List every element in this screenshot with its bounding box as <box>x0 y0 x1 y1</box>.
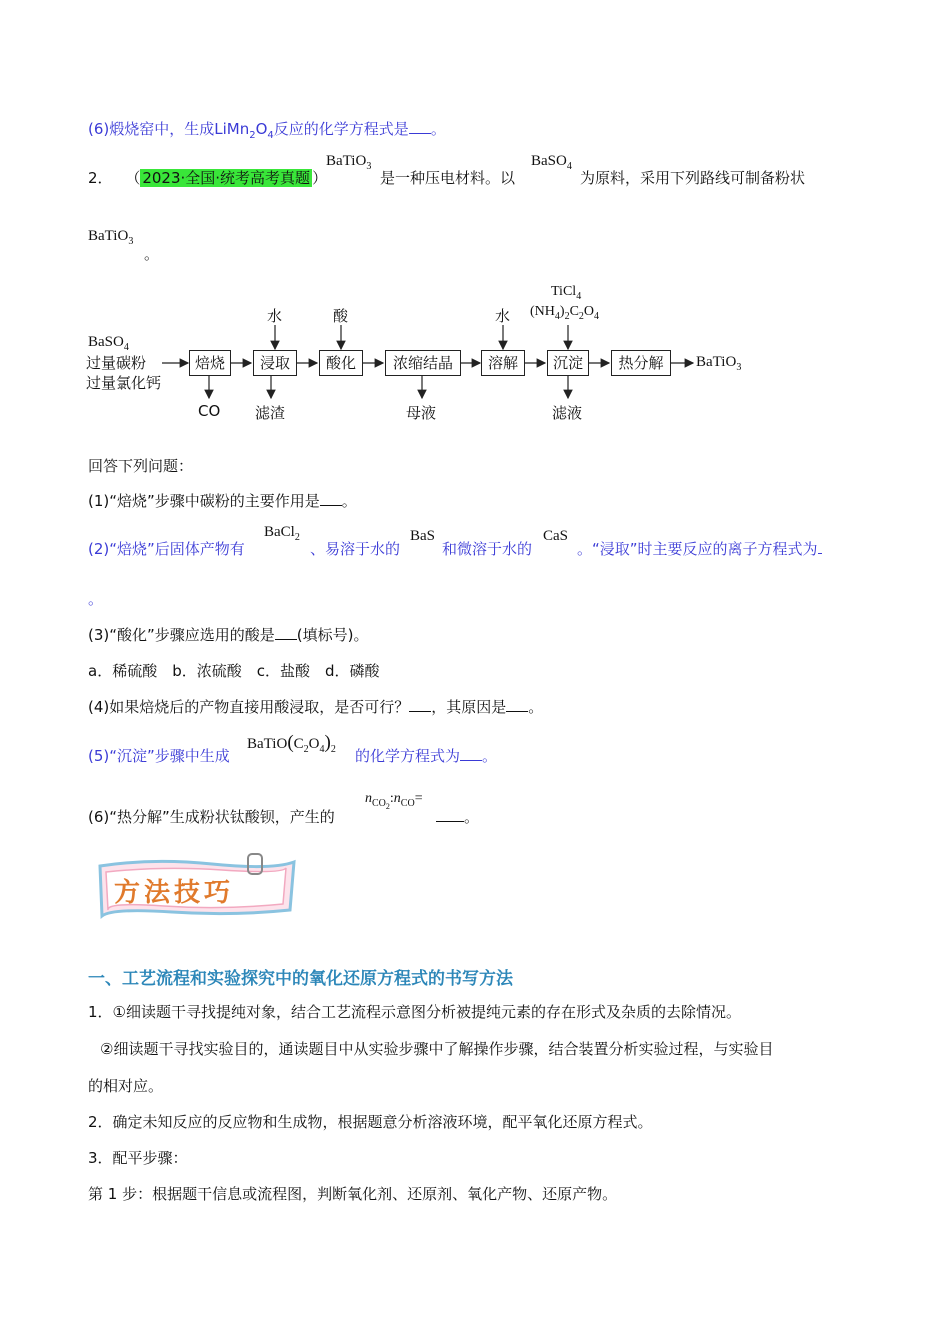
answer-blank[interactable] <box>506 697 528 712</box>
section-heading: 一、工艺流程和实验探究中的氧化还原方程式的书写方法 <box>88 969 513 989</box>
step-thermal: 热分解 <box>611 350 671 376</box>
q2-end-mark: 。 <box>144 245 160 263</box>
formula-bacl2: BaCl$_2$ <box>264 524 300 543</box>
formula-cas: CaS <box>543 528 569 544</box>
label-co: CO <box>198 402 221 420</box>
question-5-b: 的化学方程式为 。 <box>355 747 498 765</box>
q2-text-2: 为原料，采用下列路线可制备粉状 <box>580 169 806 187</box>
question-2: (2)“焙烧”后固体产物有 <box>88 540 245 558</box>
question-4: (4)如果焙烧后的产物直接用酸浸取，是否可行？ ，其原因是 。 <box>88 698 544 716</box>
section-p5: 第 1 步：根据题干信息或流程图，判断氧化剂、还原剂、氧化产物、还原产物。 <box>88 1185 618 1203</box>
label-filtrate: 滤液 <box>552 404 583 422</box>
answer-blank[interactable] <box>436 807 464 822</box>
step-acidify: 酸化 <box>319 350 363 376</box>
label-water-2: 水 <box>495 307 511 325</box>
input-cacl2: 过量氯化钙 <box>86 374 162 392</box>
q2-header: 2． （ 2023·全国·统考高考真题 ） <box>88 169 328 187</box>
label-mother-liquor: 母液 <box>406 404 437 422</box>
questions-intro: 回答下列问题： <box>88 457 194 475</box>
question-6: (6)“热分解”生成粉状钛酸钡，产生的 <box>88 808 335 826</box>
label-residue: 滤渣 <box>255 404 286 422</box>
question-2-b: 、易溶于水的 <box>310 540 401 558</box>
question-2-end: 。 <box>88 590 104 608</box>
formula-ratio: $n_{CO_2}:n_{CO}=$ <box>365 791 423 811</box>
step-roast: 焙烧 <box>189 350 231 376</box>
answer-blank[interactable] <box>460 746 482 761</box>
q2-text-1: 是一种压电材料。以 <box>380 169 516 187</box>
answer-blank[interactable] <box>320 491 342 506</box>
banner-title: 方法技巧 <box>114 878 235 908</box>
question-5: (5)“沉淀”步骤中生成 <box>88 747 230 765</box>
answer-blank[interactable] <box>275 625 297 640</box>
question-2-d: 。“浸取”时主要反应的离子方程式为 <box>577 538 822 559</box>
question-6-blank: 。 <box>436 806 479 827</box>
formula-barium-titanyl-oxalate: $BaTiO(C_2O_4)_2$ <box>247 732 336 755</box>
formula-bas: BaS <box>410 528 436 544</box>
label-ticl4: TiCl$_4$ <box>551 284 582 302</box>
answer-blank[interactable] <box>818 539 822 554</box>
step-dissolve: 溶解 <box>481 350 525 376</box>
q1-item6: (6)煅烧窑中，生成$LiMn_2O_4$反应的化学方程式是 。 <box>88 120 446 141</box>
step-leach: 浸取 <box>253 350 297 376</box>
section-p3: 2．确定未知反应的反应物和生成物，根据题意分析溶液环境，配平氧化还原方程式。 <box>88 1113 653 1131</box>
section-p2b: 的相对应。 <box>88 1077 164 1095</box>
question-3: (3)“酸化”步骤应选用的酸是 (填标号)。 <box>88 626 369 644</box>
input-baso4: BaSO$_4$ <box>88 334 129 353</box>
formula-batio3: BaTiO$_3$ <box>326 153 372 172</box>
question-2-c: 和微溶于水的 <box>442 540 533 558</box>
label-ammonium-oxalate: $(NH_4)_2C_2O_4$ <box>530 304 600 322</box>
source-badge: 2023·全国·统考高考真题 <box>142 169 311 187</box>
label-acid: 酸 <box>333 307 349 325</box>
process-flowchart <box>0 0 950 440</box>
section-p2: ②细读题干寻找实验目的，通读题目中从实验步骤中了解操作步骤，结合装置分析实验过程，与实验目 <box>100 1040 774 1058</box>
section-p4: 3．配平步骤： <box>88 1149 188 1167</box>
question-3-options: a．稀硫酸 b．浓硫酸 c．盐酸 d．磷酸 <box>88 662 380 680</box>
question-1: (1)“焙烧”步骤中碳粉的主要作用是 。 <box>88 492 357 510</box>
input-carbon: 过量碳粉 <box>86 354 147 372</box>
section-p1: 1．①细读题干寻找提纯对象，结合工艺流程示意图分析被提纯元素的存在形式及杂质的去除情况。 <box>88 1003 741 1021</box>
formula-batio3-2: BaTiO$_3$ <box>88 228 134 247</box>
method-banner <box>92 852 302 922</box>
answer-blank[interactable] <box>409 697 431 712</box>
step-concentrate: 浓缩结晶 <box>385 350 461 376</box>
step-precipitate: 沉淀 <box>547 350 589 376</box>
formula-baso4: BaSO$_4$ <box>531 153 572 172</box>
product-batio3: BaTiO$_3$ <box>696 354 742 373</box>
label-water-1: 水 <box>267 307 283 325</box>
